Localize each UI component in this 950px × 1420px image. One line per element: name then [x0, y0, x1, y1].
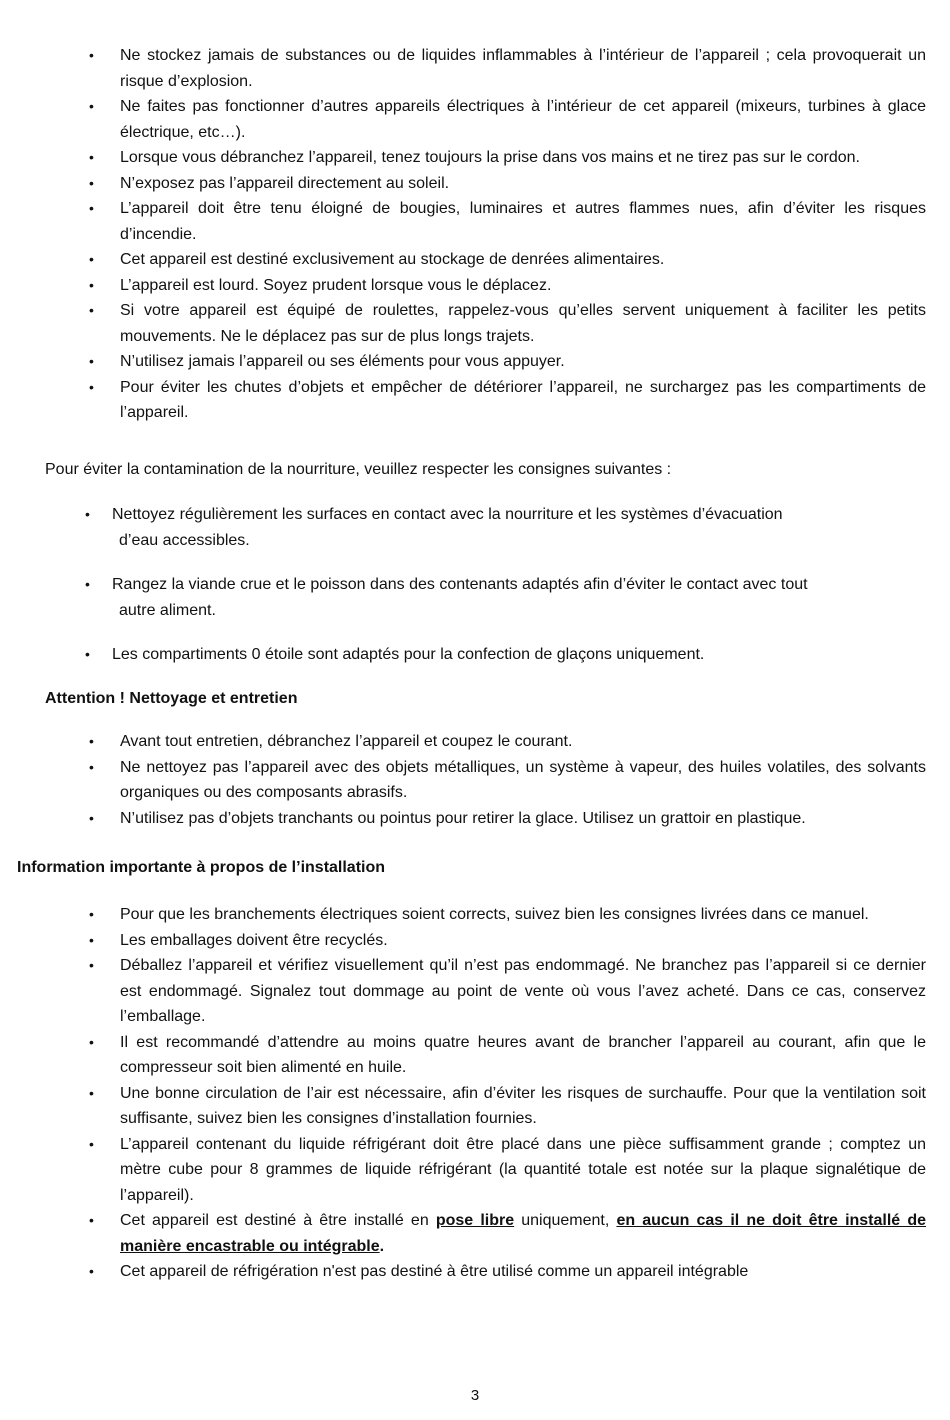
installation-list — [0, 902, 950, 1285]
list-item: • Avant tout entretien, débranchez l’appareil et coupez le courant. — [0, 729, 950, 755]
list-item: • Ne stockez jamais de substances ou de liquides inflammables à l’intérieur de l’appareil ; cela provoquerait un risque d’explosion. — [0, 43, 950, 94]
list-item: • Pour que les branchements électriques soient corrects, suivez bien les consignes livrées dans ce manuel. — [0, 902, 950, 928]
bullet-icon: • — [85, 576, 90, 592]
bullet-icon: • — [89, 957, 94, 973]
bullet-icon: • — [89, 1033, 94, 1050]
list-item: • Il est recommandé d’attendre au moins quatre heures avant de brancher l’appareil au courant, afin que le compresseur soit bien alimenté en huile. — [0, 1030, 950, 1081]
bullet-icon: • — [89, 1084, 94, 1101]
list-item: • Cet appareil est destiné exclusivement au stockage de denrées alimentaires. — [0, 247, 950, 273]
list-item: • Rangez la viande crue et le poisson dans des contenants adaptés afin d’éviter le contact avec tout autre aliment. — [0, 572, 950, 623]
list-item: • Les compartiments 0 étoile sont adaptés pour la confection de glaçons uniquement. — [0, 642, 950, 668]
bullet-icon: • — [89, 1263, 94, 1279]
list-item: • Une bonne circulation de l’air est nécessaire, afin d’éviter les risques de surchauffe. Pour que la ventilation soit suffisante, suivez bien les consignes d’installation fournies. — [0, 1081, 950, 1132]
list-item: • L’appareil contenant du liquide réfrigérant doit être placé dans une pièce suffisamment grande ; comptez un mètre cube pour 8 grammes de liquide réfrigérant (la quantité totale est notée sur la plaque signalétique de l’appareil). — [0, 1132, 950, 1209]
list-item: • L’appareil est lourd. Soyez prudent lorsque vous le déplacez. — [0, 273, 950, 299]
bullet-icon: • — [89, 149, 94, 165]
bullet-icon: • — [89, 931, 94, 948]
list-item: • Nettoyez régulièrement les surfaces en contact avec la nourriture et les systèmes d’évacuation d’eau accessibles. — [0, 502, 950, 553]
bullet-icon: • — [89, 251, 94, 267]
cleaning-list — [0, 729, 950, 831]
bullet-icon: • — [89, 1135, 94, 1152]
list-item: • Déballez l’appareil et vérifiez visuellement qu’il n’est pas endommagé. Ne branchez pas l’appareil si ce dernier est endommagé. Signalez tout dommage au point de vente où vous l’avez acheté. Dans ce cas, conservez l’emballage. — [0, 953, 950, 1030]
cleaning-heading: Attention ! Nettoyage et entretien — [45, 690, 298, 707]
list-item: • L’appareil doit être tenu éloigné de bougies, luminaires et autres flammes nues, afin d’éviter les risques d’incendie. — [0, 196, 950, 247]
food-list — [0, 502, 950, 687]
list-item: • Si votre appareil est équipé de roulettes, rappelez-vous qu’elles servent uniquement à faciliter les petits mouvements. Ne le déplacez pas sur de plus longs trajets. — [0, 298, 950, 349]
bullet-icon: • — [89, 276, 94, 293]
bullet-icon: • — [85, 506, 90, 522]
bullet-icon: • — [89, 906, 94, 922]
list-item: • Ne faites pas fonctionner d’autres appareils électriques à l’intérieur de cet appareil (mixeurs, turbines à glace électrique, etc…). — [0, 94, 950, 145]
installation-heading: Information importante à propos de l’installation — [17, 859, 386, 876]
bullet-icon: • — [89, 809, 94, 826]
list-item: • Cet appareil de réfrigération n'est pas destiné à être utilisé comme un appareil intégrable — [0, 1259, 950, 1285]
bullet-icon: • — [89, 353, 94, 369]
bullet-icon: • — [89, 200, 94, 216]
bullet-icon: • — [89, 1212, 94, 1228]
freestanding-emphasis: pose libre — [435, 1212, 515, 1229]
bullet-icon: • — [85, 646, 90, 662]
list-item: • Les emballages doivent être recyclés. — [0, 928, 950, 954]
list-item: • Pour éviter les chutes d’objets et empêcher de détériorer l’appareil, ne surchargez pas les compartiments de l’appareil. — [0, 375, 950, 426]
food-intro-paragraph: Pour éviter la contamination de la nourriture, veuillez respecter les consignes suivantes : — [45, 461, 672, 478]
list-item: • N’utilisez pas d’objets tranchants ou pointus pour retirer la glace. Utilisez un grattoir en plastique. — [0, 806, 950, 832]
bullet-icon: • — [89, 378, 94, 395]
bullet-icon: • — [89, 758, 94, 775]
list-item: • Cet appareil est destiné à être installé en pose libre uniquement, en aucun cas il ne doit être installé de manière encastrable ou intégrable. — [0, 1208, 950, 1259]
safety-list — [0, 43, 950, 426]
bullet-icon: • — [89, 174, 94, 191]
bullet-icon: • — [89, 98, 94, 114]
list-item: • N’exposez pas l’appareil directement au soleil. — [0, 171, 950, 197]
bullet-icon: • — [89, 302, 94, 318]
list-item: • Lorsque vous débranchez l’appareil, tenez toujours la prise dans vos mains et ne tirez pas sur le cordon. — [0, 145, 950, 171]
page-number: 3 — [470, 1387, 480, 1404]
list-item: • N’utilisez jamais l’appareil ou ses éléments pour vous appuyer. — [0, 349, 950, 375]
bullet-icon: • — [89, 47, 94, 63]
list-item: • Ne nettoyez pas l’appareil avec des objets métalliques, un système à vapeur, des huiles volatiles, des solvants organiques ou des composants abrasifs. — [0, 755, 950, 806]
built-in-warning-emphasis: en aucun cas il ne doit être installé de manière encastrable ou intégrable — [120, 1212, 926, 1255]
bullet-icon: • — [89, 733, 94, 749]
